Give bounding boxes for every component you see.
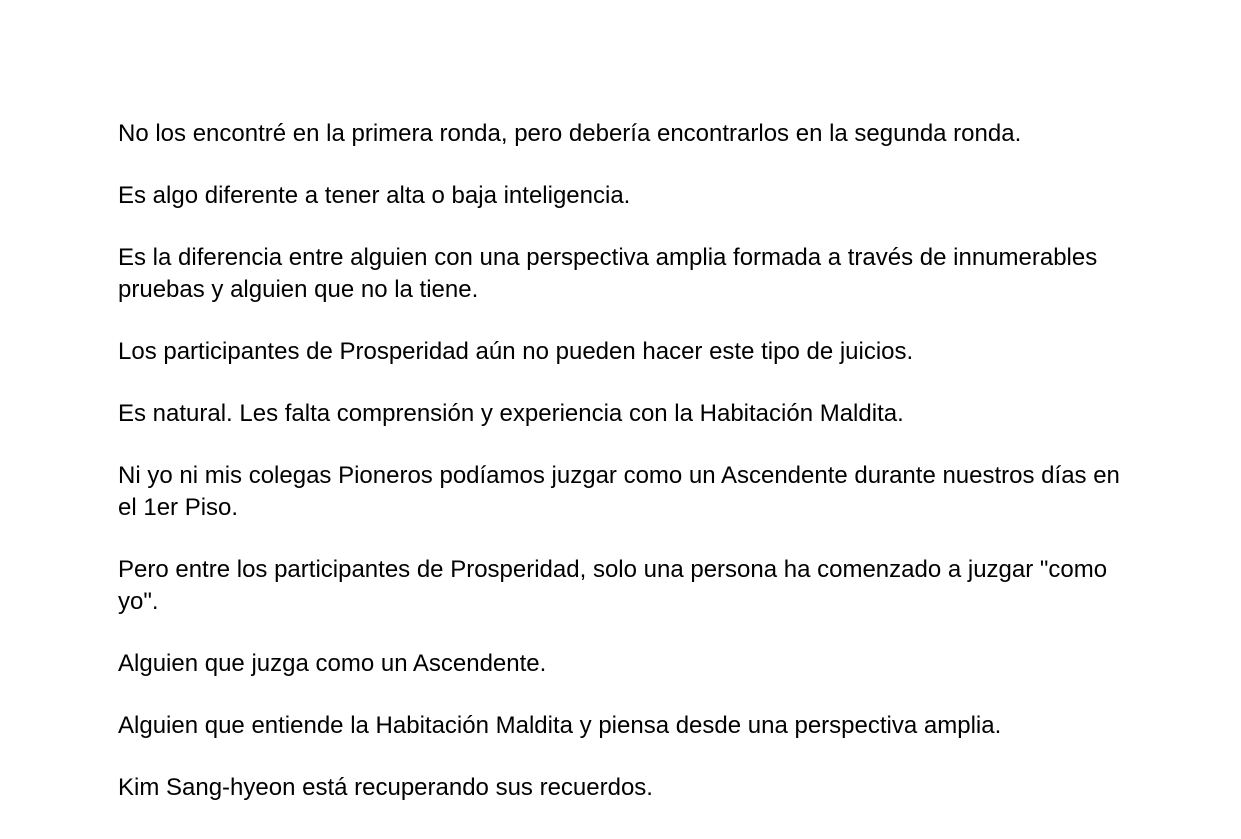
paragraph: Ni yo ni mis colegas Pioneros podíamos juzgar como un Ascendente durante nuestros días en el 1er Piso. <box>118 462 1120 521</box>
paragraph: Kim Sang-hyeon está recuperando sus recuerdos. <box>118 774 653 801</box>
document-body <box>118 118 1128 834</box>
paragraph: Es natural. Les falta comprensión y experiencia con la Habitación Maldita. <box>118 400 904 427</box>
paragraph: No los encontré en la primera ronda, pero debería encontrarlos en la segunda ronda. <box>118 120 1022 147</box>
paragraph: Es la diferencia entre alguien con una perspectiva amplia formada a través de innumerables pruebas y alguien que no la tiene. <box>118 244 1098 303</box>
paragraph: Es algo diferente a tener alta o baja inteligencia. <box>118 182 631 209</box>
paragraph: Alguien que juzga como un Ascendente. <box>118 650 547 677</box>
paragraph: Alguien que entiende la Habitación Maldita y piensa desde una perspectiva amplia. <box>118 712 1002 739</box>
paragraph: Los participantes de Prosperidad aún no pueden hacer este tipo de juicios. <box>118 338 914 365</box>
paragraph: Pero entre los participantes de Prosperidad, solo una persona ha comenzado a juzgar "como yo". <box>118 556 1108 615</box>
